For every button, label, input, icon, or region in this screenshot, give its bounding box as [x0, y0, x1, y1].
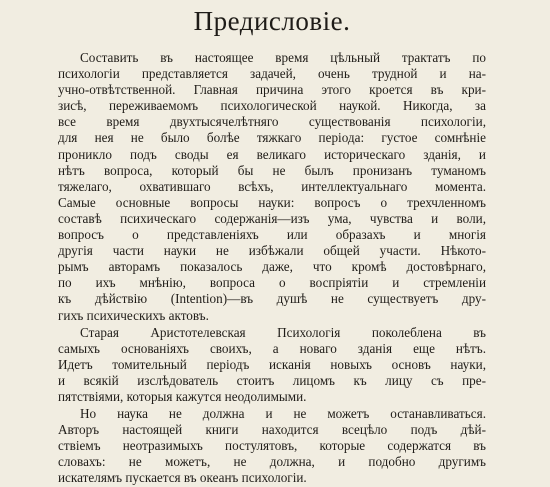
text-line: словахъ: не можетъ, не должна, и подобно другимъ	[58, 454, 486, 470]
text-line: Идетъ томительный періодъ исканія новыхъ основъ науки,	[58, 356, 486, 372]
text-line: учно-отвѣтственной. Главная причина этого кроется въ кри-	[58, 82, 486, 98]
text-line: и всякій изслѣдователь стоитъ лицомъ къ лицу съ пре-	[58, 372, 486, 388]
text-line: Но наука не должна и не можетъ останавливаться.	[80, 406, 486, 422]
text-line: проникло подъ своды ея великаго историческаго зданія, и	[58, 146, 486, 162]
text-line: тяжелаго, охватившаго всѣхъ, интеллектуальнаго момента.	[58, 178, 486, 194]
text-line: гихъ психическихъ актовъ.	[58, 307, 209, 323]
text-line: по ихъ мнѣнію, вопроса о воспріятіи и стремленіи	[58, 275, 486, 291]
paragraph-2	[58, 325, 486, 405]
text-line: для нея не было болѣе тяжкаго періода: густое сомнѣніе	[58, 130, 486, 146]
text-line: ствіемъ неотразимыхъ постулятовъ, которые содержатся въ	[58, 438, 486, 454]
paragraph-1	[58, 50, 486, 324]
text-line: психологіи представляется задачей, очень трудной и на-	[58, 66, 486, 82]
text-line: зисѣ, переживаемомъ психологической наукой. Никогда, за	[58, 98, 486, 114]
text-line: Авторъ настоящей книги находится всецѣло подъ дѣй-	[58, 422, 486, 438]
text-line: искателямъ пускается въ океанъ психологіи.	[58, 470, 307, 486]
text-line: составѣ психическаго содержанія—изъ ума, чувства и воли,	[58, 210, 486, 226]
text-line: рымъ авторамъ показалось даже, что кромѣ достовѣрнаго,	[58, 259, 486, 275]
paragraph-3	[58, 406, 486, 486]
page-title: Предисловіе.	[193, 6, 351, 36]
text-line: къ дѣйствію (Intention)—въ душѣ не существуетъ дру-	[58, 291, 486, 307]
text-line: Составить въ настоящее время цѣльный трактатъ по	[80, 50, 486, 65]
text-line: нѣтъ вопроса, который бы не былъ пронизанъ туманомъ	[58, 162, 486, 178]
text-line: другія части науки не избѣжали общей участи. Нѣкото-	[58, 243, 486, 259]
text-line: Старая Аристотелевская Психологія поколеблена въ	[80, 324, 486, 340]
text-line: все время двухтысячелѣтняго существованія психологіи,	[58, 114, 486, 130]
text-line: Самые основные вопросы науки: вопросъ о трехчленномъ	[58, 194, 486, 210]
text-line: пятствіями, которыя кажутся неодолимыми.	[58, 388, 307, 404]
text-line: вопросъ о представленіяхъ или образахъ и многія	[58, 227, 486, 243]
text-line: самыхъ основаніяхъ своихъ, а новаго зданія еще нѣтъ.	[58, 340, 486, 356]
